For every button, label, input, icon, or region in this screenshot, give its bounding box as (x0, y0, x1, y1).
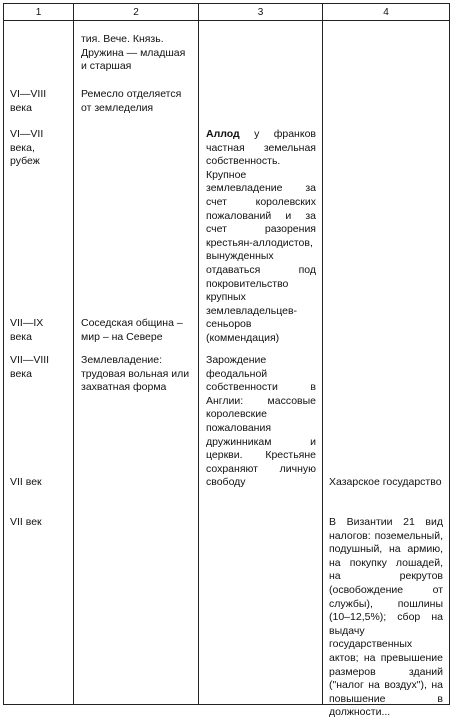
header-col-3: 3 (257, 7, 264, 18)
allod-term: Аллод (206, 128, 240, 140)
column-divider (198, 4, 199, 704)
header-col-4: 4 (383, 7, 389, 18)
column-divider (322, 4, 323, 704)
row-2-col3-text: у франков частная земельная собственность. Крупное землевладение за счет королевских пожалований и за счет разорения крестьян-аллодистов, вынужденных отдаваться под покровительство крупных землевладельцев-сеньоров (коммендация) (206, 128, 316, 344)
row-1-col2: Ремесло отделяется от земледелия (81, 88, 182, 114)
row-2-date: VI—VII века, рубеж (10, 128, 44, 168)
row-1-date: VI—VIII века (10, 88, 47, 114)
row-6-date: VII век (10, 516, 42, 528)
row-4-col3: Зарождение феодальной собственности в Англии: массовые королевские пожалования дружинникам и церкви. Крестьяне сохраняют личную свободу (206, 354, 316, 489)
column-divider (73, 4, 74, 704)
header-divider (4, 20, 449, 21)
header-col-1: 1 (35, 7, 42, 18)
row-4-col2: Землевладение: трудовая вольная или захватная форма (81, 354, 190, 394)
row-5-date: VII век (10, 476, 42, 488)
row-5-col4: Хазарское государство (329, 476, 442, 488)
header-col-2: 2 (133, 7, 139, 18)
row-6-col4: В Византии 21 вид налогов: поземельный, подушный, на армию, на покупку лошадей, на рекрутов (освобождение от службы), пошлины (10–12,5%); сбор на выдачу государственных актов; на превышение размеров зданий ("налог на воздух"), на повышение в должности... (329, 516, 443, 719)
history-table (3, 3, 450, 719)
row-3-date: VII—IX века (10, 317, 44, 343)
row-4-date: VII—VIII века (10, 354, 50, 380)
row-2-col3 (206, 128, 316, 346)
row-0-col2: тия. Вече. Князь. Дружина — младшая и старшая (81, 33, 186, 73)
row-3-col2: Соседская община – мир – на Севере (81, 317, 183, 343)
